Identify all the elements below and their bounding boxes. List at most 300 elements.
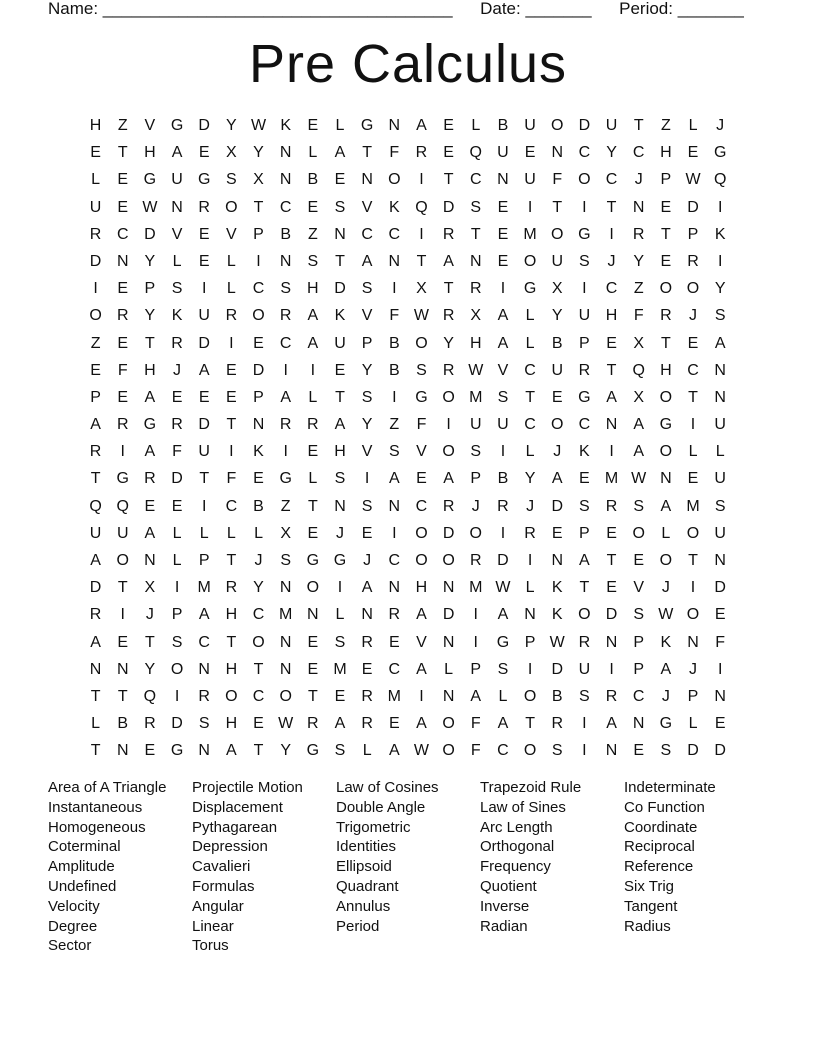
grid-letter: U: [198, 443, 210, 461]
grid-letter: F: [416, 416, 427, 434]
grid-letter: P: [144, 280, 156, 298]
grid-letter: Q: [116, 497, 129, 515]
grid-letter: C: [279, 334, 292, 352]
grid-letter: V: [416, 633, 427, 651]
grid-letter: R: [551, 715, 564, 733]
grid-letter: X: [633, 334, 645, 352]
grid-row: [82, 601, 734, 628]
grid-letter: A: [307, 307, 319, 325]
grid-letter: T: [226, 416, 237, 434]
grid-letter: U: [469, 416, 482, 434]
word-item: Cavalieri: [192, 858, 251, 876]
grid-letter: A: [90, 552, 101, 569]
grid-letter: E: [388, 715, 400, 733]
grid-letter: C: [578, 416, 591, 434]
grid-letter: O: [415, 334, 428, 352]
grid-letter: C: [524, 361, 536, 379]
word-item: Pythagarean: [192, 818, 278, 836]
grid-letter: O: [659, 388, 673, 406]
grid-letter: C: [252, 606, 265, 624]
grid-letter: C: [388, 552, 401, 569]
grid-letter: F: [389, 307, 400, 325]
word-column: [480, 778, 624, 956]
grid-letter: R: [89, 606, 102, 624]
grid-letter: T: [90, 470, 101, 488]
grid-letter: U: [605, 117, 618, 134]
grid-letter: W: [685, 171, 701, 189]
grid-letter: A: [633, 416, 645, 434]
grid-letter: W: [495, 579, 511, 597]
grid-letter: N: [605, 633, 618, 651]
grid-letter: T: [606, 198, 617, 216]
grid-letter: C: [198, 633, 210, 651]
grid-letter: J: [526, 497, 535, 515]
word-item: Linear: [192, 917, 234, 935]
grid-letter: P: [579, 524, 590, 542]
grid-letter: B: [551, 334, 563, 352]
grid-letter: L: [715, 443, 725, 461]
grid-letter: E: [714, 606, 726, 624]
grid-letter: O: [523, 252, 537, 270]
grid-letter: L: [226, 524, 236, 542]
grid-letter: N: [89, 660, 102, 678]
word-item: Quotient: [480, 877, 537, 895]
grid-letter: Q: [415, 198, 428, 216]
grid-letter: D: [144, 225, 156, 243]
grid-letter: C: [524, 416, 536, 434]
grid-letter: A: [361, 252, 373, 270]
grid-letter: A: [198, 361, 210, 379]
grid-letter: I: [527, 552, 533, 569]
grid-letter: Y: [144, 307, 156, 325]
grid-letter: M: [604, 470, 619, 488]
grid-letter: T: [606, 361, 617, 379]
grid-letter: R: [89, 443, 102, 461]
word-item: Radian: [480, 917, 528, 935]
grid-letter: N: [171, 198, 183, 216]
grid-letter: F: [470, 742, 481, 760]
grid-letter: T: [552, 198, 563, 216]
grid-letter: N: [605, 416, 618, 434]
grid-letter: I: [582, 280, 587, 298]
grid-letter: C: [605, 280, 618, 298]
grid-letter: D: [551, 497, 564, 515]
grid-letter: P: [633, 633, 645, 651]
grid-letter: R: [116, 416, 129, 434]
grid-letter: H: [225, 660, 238, 678]
grid-letter: E: [497, 252, 509, 270]
grid-letter: L: [335, 117, 345, 134]
grid-letter: I: [717, 252, 723, 270]
grid-letter: W: [278, 715, 294, 733]
grid-letter: Y: [443, 334, 454, 352]
page-title: Pre Calculus: [248, 34, 568, 94]
grid-letter: F: [172, 443, 182, 461]
grid-letter: Q: [713, 171, 727, 189]
word-item: Trapezoid Rule: [480, 779, 582, 796]
grid-letter: U: [714, 416, 726, 434]
grid-letter: N: [524, 606, 536, 624]
word-column: [192, 778, 336, 956]
grid-row: [82, 438, 734, 465]
grid-letter: T: [633, 117, 644, 134]
grid-letter: E: [633, 552, 645, 569]
grid-letter: S: [171, 280, 183, 298]
grid-letter: A: [307, 334, 319, 352]
word-item: Degree: [48, 917, 98, 935]
grid-letter: E: [144, 742, 156, 760]
grid-letter: R: [307, 416, 319, 434]
grid-letter: J: [607, 252, 616, 270]
grid-letter: C: [252, 280, 265, 298]
grid-letter: E: [606, 524, 617, 542]
grid-letter: O: [686, 606, 700, 624]
grid-letter: E: [117, 171, 129, 189]
grid-row: [82, 737, 734, 764]
grid-letter: I: [690, 579, 696, 597]
grid-letter: T: [145, 633, 155, 651]
grid-letter: F: [389, 144, 400, 162]
grid-row: [82, 139, 734, 166]
grid-letter: L: [688, 117, 698, 134]
grid-letter: I: [717, 198, 723, 216]
grid-letter: K: [660, 633, 672, 651]
grid-letter: E: [334, 171, 346, 189]
grid-letter: E: [307, 633, 319, 651]
grid-letter: P: [470, 470, 482, 488]
grid-letter: W: [658, 606, 674, 624]
grid-letter: H: [660, 144, 672, 162]
grid-letter: S: [714, 307, 726, 325]
grid-letter: P: [687, 687, 699, 705]
grid-letter: H: [89, 117, 102, 134]
grid-letter: R: [171, 334, 183, 352]
grid-letter: O: [659, 552, 673, 569]
word-item: Radius: [624, 917, 671, 935]
grid-letter: I: [392, 388, 397, 406]
grid-row: [82, 248, 734, 275]
grid-letter: W: [549, 633, 565, 651]
word-item: Coordinate: [624, 818, 698, 836]
grid-letter: A: [416, 117, 427, 134]
grid-letter: U: [171, 171, 183, 189]
word-item: Homogeneous: [48, 818, 146, 836]
grid-letter: T: [253, 198, 264, 216]
grid-letter: R: [469, 552, 482, 569]
word-item: Displacement: [192, 798, 283, 816]
grid-letter: X: [470, 307, 482, 325]
grid-letter: I: [582, 742, 587, 760]
grid-row: [82, 330, 734, 357]
grid-letter: J: [689, 307, 698, 325]
grid-letter: C: [578, 144, 591, 162]
grid-letter: M: [387, 687, 401, 705]
word-item: Six Trig: [624, 877, 675, 895]
grid-letter: E: [334, 687, 346, 705]
word-item: Angular: [192, 897, 244, 915]
grid-letter: R: [225, 579, 238, 597]
word-item: Instantaneous: [48, 798, 143, 816]
grid-letter: T: [606, 552, 617, 569]
grid-letter: I: [527, 660, 533, 678]
word-item: Frequency: [480, 858, 551, 876]
word-item: Undefined: [48, 877, 117, 895]
word-item: Reciprocal: [624, 838, 695, 856]
grid-letter: L: [525, 579, 535, 597]
grid-letter: J: [716, 117, 725, 134]
grid-letter: Z: [660, 117, 671, 134]
grid-letter: A: [443, 470, 454, 488]
grid-letter: V: [497, 361, 509, 379]
grid-letter: A: [497, 334, 509, 352]
grid-letter: O: [306, 579, 320, 597]
grid-letter: T: [307, 687, 318, 705]
grid-letter: A: [144, 388, 156, 406]
grid-letter: U: [551, 252, 564, 270]
grid-letter: E: [551, 524, 563, 542]
grid-letter: S: [551, 742, 563, 760]
grid-letter: N: [307, 606, 319, 624]
word-item: Velocity: [48, 897, 100, 915]
grid-letter: T: [525, 388, 535, 406]
word-column: [624, 778, 768, 956]
grid-letter: C: [279, 198, 292, 216]
grid-letter: E: [443, 144, 454, 162]
grid-letter: O: [442, 443, 455, 461]
grid-letter: N: [388, 117, 401, 134]
grid-letter: K: [334, 307, 346, 325]
grid-letter: A: [497, 307, 509, 325]
grid-letter: U: [116, 524, 129, 542]
grid-letter: L: [688, 443, 698, 461]
grid-letter: B: [497, 470, 509, 488]
grid-letter: N: [334, 497, 346, 515]
grid-letter: S: [633, 497, 645, 515]
grid-letter: I: [174, 687, 180, 705]
grid-letter: D: [442, 606, 455, 624]
grid-letter: O: [469, 524, 482, 542]
grid-letter: E: [117, 198, 129, 216]
grid-letter: C: [116, 225, 129, 243]
grid-letter: M: [523, 225, 537, 243]
grid-letter: A: [144, 524, 156, 542]
grid-row: [82, 194, 734, 221]
grid-letter: O: [442, 715, 455, 733]
grid-letter: A: [90, 416, 101, 434]
grid-letter: B: [253, 497, 264, 515]
grid-letter: G: [659, 715, 673, 733]
grid-letter: T: [253, 742, 264, 760]
grid-letter: L: [498, 687, 508, 705]
grid-letter: I: [500, 280, 506, 298]
grid-letter: O: [578, 171, 591, 189]
grid-letter: R: [578, 633, 591, 651]
grid-row: [82, 520, 734, 547]
grid-letter: T: [660, 225, 671, 243]
grid-letter: O: [686, 280, 700, 298]
grid-letter: L: [471, 117, 481, 134]
grid-letter: A: [497, 715, 509, 733]
grid-letter: D: [578, 117, 591, 134]
grid-letter: C: [415, 497, 428, 515]
grid-letter: O: [225, 687, 238, 705]
grid-letter: K: [171, 307, 183, 325]
grid-letter: V: [416, 443, 427, 461]
grid-letter: L: [308, 470, 318, 488]
grid-letter: A: [280, 388, 291, 406]
grid-letter: N: [714, 552, 726, 569]
grid-letter: D: [171, 715, 183, 733]
grid-letter: L: [661, 524, 671, 542]
grid-letter: C: [388, 660, 401, 678]
grid-letter: C: [687, 361, 699, 379]
grid-letter: V: [361, 307, 373, 325]
grid-letter: J: [335, 524, 344, 542]
grid-letter: I: [500, 524, 506, 542]
grid-letter: I: [500, 443, 506, 461]
grid-letter: Y: [551, 307, 563, 325]
grid-letter: O: [116, 552, 129, 569]
grid-letter: N: [551, 144, 564, 162]
grid-letter: H: [225, 715, 238, 733]
grid-letter: D: [198, 117, 210, 134]
grid-letter: O: [89, 307, 102, 325]
grid-letter: X: [416, 280, 427, 298]
grid-letter: K: [579, 443, 590, 461]
grid-letter: G: [279, 470, 292, 488]
grid-letter: I: [609, 660, 614, 678]
grid-letter: N: [442, 579, 455, 597]
grid-letter: N: [144, 552, 156, 569]
grid-letter: N: [361, 171, 373, 189]
grid-letter: P: [579, 334, 590, 352]
grid-letter: O: [388, 171, 401, 189]
grid-letter: R: [144, 715, 156, 733]
grid-letter: S: [334, 742, 346, 760]
grid-letter: L: [525, 334, 535, 352]
grid-letter: U: [551, 361, 564, 379]
grid-letter: I: [392, 524, 397, 542]
grid-letter: L: [308, 144, 318, 162]
grid-letter: I: [283, 443, 288, 461]
grid-letter: R: [307, 715, 319, 733]
grid-letter: E: [117, 280, 129, 298]
grid-letter: O: [442, 552, 455, 569]
grid-letter: B: [307, 171, 319, 189]
grid-letter: C: [388, 225, 401, 243]
grid-letter: T: [90, 742, 101, 760]
grid-letter: A: [226, 742, 237, 760]
grid-letter: S: [633, 606, 645, 624]
grid-letter: E: [90, 144, 101, 162]
grid-letter: P: [660, 171, 672, 189]
grid-letter: O: [551, 416, 564, 434]
word-item: Tangent: [624, 897, 678, 915]
grid-letter: S: [280, 552, 291, 569]
grid-letter: N: [497, 171, 509, 189]
grid-letter: P: [524, 633, 536, 651]
grid-letter: L: [91, 171, 101, 189]
grid-letter: O: [578, 606, 591, 624]
grid-letter: H: [605, 307, 618, 325]
grid-letter: Z: [633, 280, 644, 298]
grid-letter: H: [334, 443, 346, 461]
grid-letter: I: [364, 470, 370, 488]
grid-letter: I: [256, 252, 261, 270]
grid-letter: C: [252, 687, 265, 705]
grid-letter: L: [199, 524, 209, 542]
grid-row: [82, 493, 734, 520]
grid-row: [82, 302, 734, 329]
grid-letter: D: [198, 416, 210, 434]
grid-letter: Y: [714, 280, 726, 298]
grid-letter: R: [361, 633, 373, 651]
grid-letter: S: [470, 443, 482, 461]
grid-letter: O: [686, 524, 700, 542]
grid-letter: E: [253, 715, 264, 733]
grid-letter: T: [443, 280, 454, 298]
grid-letter: N: [687, 633, 699, 651]
grid-letter: O: [170, 660, 184, 678]
grid-letter: U: [714, 470, 726, 488]
word-item: Reference: [624, 858, 694, 876]
grid-letter: R: [497, 497, 509, 515]
grid-letter: R: [361, 687, 373, 705]
grid-letter: E: [361, 660, 373, 678]
grid-letter: G: [360, 117, 374, 134]
grid-letter: N: [388, 252, 401, 270]
grid-letter: E: [307, 117, 319, 134]
grid-letter: R: [89, 225, 102, 243]
grid-letter: N: [551, 552, 564, 569]
grid-letter: P: [90, 388, 101, 406]
grid-letter: G: [306, 552, 320, 569]
grid-letter: O: [442, 388, 455, 406]
grid-letter: U: [334, 334, 346, 352]
grid-letter: L: [226, 252, 236, 270]
grid-letter: H: [415, 579, 428, 597]
grid-letter: I: [582, 198, 587, 216]
grid-letter: Y: [361, 361, 373, 379]
grid-letter: E: [443, 117, 454, 134]
grid-letter: R: [144, 470, 156, 488]
grid-letter: S: [579, 497, 590, 515]
grid-letter: I: [419, 687, 424, 705]
grid-letter: N: [714, 361, 726, 379]
grid-letter: I: [527, 198, 533, 216]
grid-row: [82, 112, 734, 139]
grid-letter: A: [334, 144, 346, 162]
grid-letter: U: [578, 307, 591, 325]
grid-letter: A: [660, 497, 672, 515]
grid-letter: A: [443, 252, 454, 270]
grid-letter: Y: [253, 144, 264, 162]
word-item: Orthogonal: [480, 838, 555, 856]
grid-letter: G: [415, 388, 428, 406]
grid-letter: S: [361, 388, 373, 406]
word-item: Annulus: [336, 897, 391, 915]
grid-row: [82, 574, 734, 601]
grid-letter: M: [333, 660, 347, 678]
grid-letter: R: [198, 687, 210, 705]
grid-letter: I: [337, 579, 343, 597]
grid-letter: B: [388, 334, 400, 352]
word-item: Inverse: [480, 897, 530, 915]
grid-letter: E: [687, 334, 699, 352]
grid-letter: R: [415, 144, 428, 162]
grid-letter: A: [171, 144, 183, 162]
grid-letter: W: [468, 361, 484, 379]
